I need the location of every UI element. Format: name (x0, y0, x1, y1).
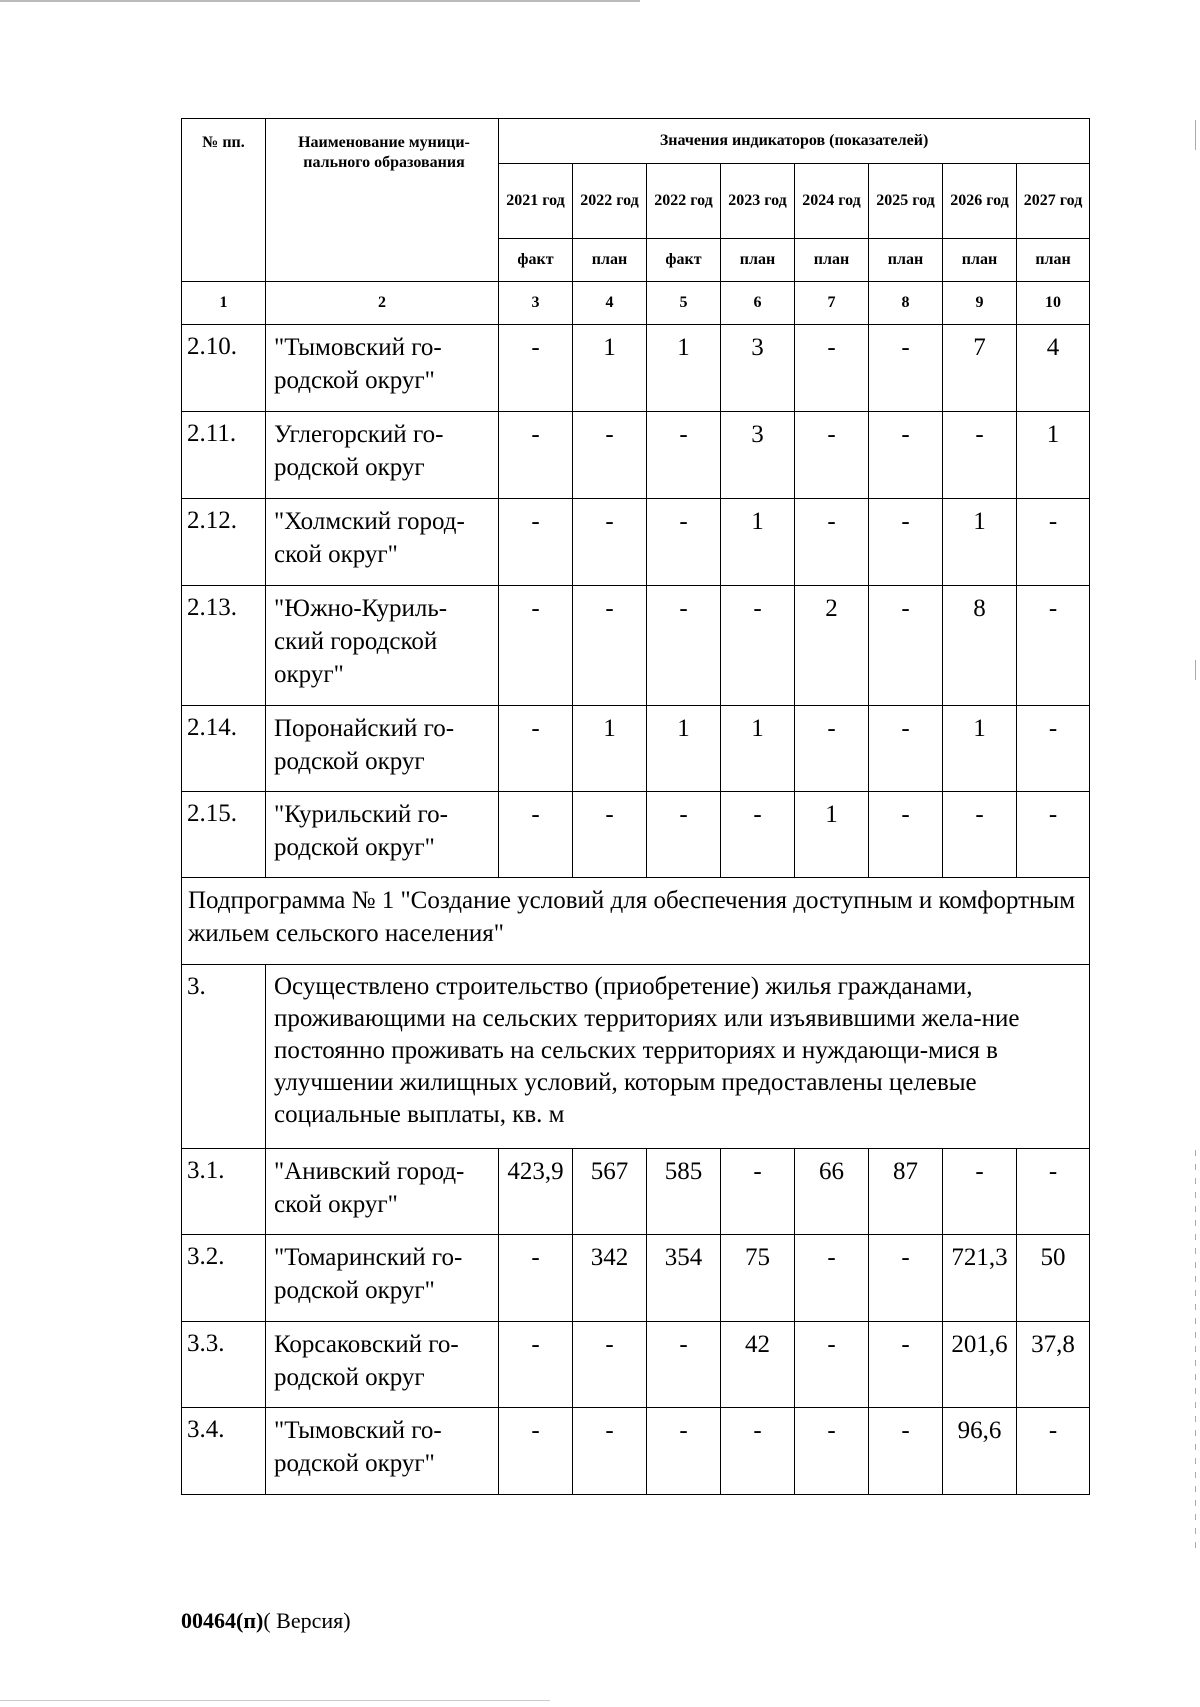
value-cell: - (499, 412, 573, 499)
value-cell: - (647, 586, 721, 706)
value-cell: 1 (721, 499, 795, 586)
value-cell: 3 (721, 412, 795, 499)
value-cell: 37,8 (1017, 1322, 1090, 1408)
scan-edge-top (0, 0, 640, 2)
value-cell: - (499, 792, 573, 878)
value-cell: 201,6 (943, 1322, 1017, 1408)
value-cell: - (1017, 706, 1090, 792)
value-cell: 1 (573, 706, 647, 792)
row-number: 3.2. (182, 1235, 266, 1322)
value-cell: - (499, 325, 573, 412)
column-numbers-row (182, 282, 1090, 325)
year-cell: 2023 год (721, 164, 795, 239)
subprogram-row (182, 878, 1090, 965)
value-cell: 1 (943, 706, 1017, 792)
year-cell: 2022 год (647, 164, 721, 239)
value-cell: - (573, 412, 647, 499)
scan-mark (1195, 120, 1196, 150)
row-municipality: "Тымовский го-родской округ" (266, 1408, 499, 1495)
row-municipality: Углегорский го-родской округ (266, 412, 499, 499)
row-number: 2.14. (182, 706, 266, 792)
value-cell: 342 (573, 1235, 647, 1322)
value-cell: - (721, 1149, 795, 1235)
value-cell: - (869, 325, 943, 412)
value-cell: - (795, 499, 869, 586)
indicator-row (182, 965, 1090, 1149)
value-cell: - (573, 1322, 647, 1408)
table-row (182, 1149, 1090, 1235)
value-cell: - (1017, 1149, 1090, 1235)
type-cell: план (795, 239, 869, 282)
table-row (182, 325, 1090, 412)
document-footer (181, 1608, 351, 1634)
value-cell: - (499, 706, 573, 792)
col-number-cell: 6 (721, 282, 795, 325)
value-cell: 2 (795, 586, 869, 706)
value-cell: - (721, 792, 795, 878)
value-cell: - (647, 412, 721, 499)
value-cell: - (721, 586, 795, 706)
row-number: 2.12. (182, 499, 266, 586)
value-cell: - (869, 586, 943, 706)
row-municipality: Корсаковский го-родской округ (266, 1322, 499, 1408)
value-cell: - (1017, 1408, 1090, 1495)
year-cell: 2027 год (1017, 164, 1090, 239)
value-cell: - (1017, 499, 1090, 586)
value-cell: - (869, 792, 943, 878)
scan-edge-bottom (0, 1700, 550, 1701)
value-cell: - (795, 1408, 869, 1495)
row-municipality: "Томаринский го-родской округ" (266, 1235, 499, 1322)
row-municipality: "Холмский город-ской округ" (266, 499, 499, 586)
value-cell: - (499, 499, 573, 586)
value-cell: - (869, 499, 943, 586)
type-cell: план (721, 239, 795, 282)
value-cell: - (499, 1235, 573, 1322)
value-cell: - (795, 1322, 869, 1408)
value-cell: - (573, 792, 647, 878)
value-cell: 1 (1017, 412, 1090, 499)
header-values: Значения индикаторов (показателей) (499, 119, 1090, 164)
row-number: 2.10. (182, 325, 266, 412)
table-row (182, 1408, 1090, 1495)
year-cell: 2024 год (795, 164, 869, 239)
col-number-cell: 7 (795, 282, 869, 325)
document-version: ( Версия) (263, 1608, 351, 1633)
year-cell: 2025 год (869, 164, 943, 239)
row-number: 3.4. (182, 1408, 266, 1495)
table-row (182, 499, 1090, 586)
row-municipality: Поронайский го-родской округ (266, 706, 499, 792)
row-municipality: "Южно-Куриль-ский городской округ" (266, 586, 499, 706)
value-cell: - (869, 412, 943, 499)
row-municipality: "Курильский го-родской округ" (266, 792, 499, 878)
value-cell: - (647, 499, 721, 586)
value-cell: - (573, 499, 647, 586)
header-name: Наименование муници-пального образования (266, 119, 499, 282)
value-cell: - (499, 1322, 573, 1408)
value-cell: 42 (721, 1322, 795, 1408)
value-cell: 567 (573, 1149, 647, 1235)
value-cell: 96,6 (943, 1408, 1017, 1495)
value-cell: 1 (647, 706, 721, 792)
value-cell: 1 (943, 499, 1017, 586)
value-cell: 75 (721, 1235, 795, 1322)
value-cell: - (1017, 586, 1090, 706)
value-cell: 423,9 (499, 1149, 573, 1235)
value-cell: - (1017, 792, 1090, 878)
value-cell: 1 (721, 706, 795, 792)
document-code: 00464(п) (181, 1608, 264, 1633)
value-cell: - (573, 586, 647, 706)
table-row (182, 1235, 1090, 1322)
indicators-table (181, 118, 1090, 1495)
header-num: № пп. (182, 119, 266, 282)
table-row (182, 706, 1090, 792)
value-cell: - (795, 1235, 869, 1322)
table-row (182, 792, 1090, 878)
subprogram-title: Подпрограмма № 1 "Создание условий для обеспечения доступным и комфортным жильем сельского населения" (182, 878, 1090, 965)
col-number-cell: 1 (182, 282, 266, 325)
value-cell: - (795, 706, 869, 792)
value-cell: - (721, 1408, 795, 1495)
type-cell: план (869, 239, 943, 282)
year-cell: 2022 год (573, 164, 647, 239)
value-cell: 7 (943, 325, 1017, 412)
value-cell: 1 (795, 792, 869, 878)
row-municipality: "Анивский город-ской округ" (266, 1149, 499, 1235)
col-number-cell: 10 (1017, 282, 1090, 325)
type-cell: факт (499, 239, 573, 282)
value-cell: - (647, 1408, 721, 1495)
value-cell: 1 (647, 325, 721, 412)
value-cell: 4 (1017, 325, 1090, 412)
value-cell: - (499, 1408, 573, 1495)
year-cell: 2021 год (499, 164, 573, 239)
value-cell: 354 (647, 1235, 721, 1322)
value-cell: - (869, 1235, 943, 1322)
indicator-text: Осуществлено строительство (приобретение) жилья гражданами, проживающими на сельских территориях или изъявившими жела-ние постоянно проживать на сельских территориях и нуждающи-мися в улучшении жилищных условий, которым предоставлены целевые социальные выплаты, кв. м (266, 965, 1090, 1149)
value-cell: - (795, 412, 869, 499)
year-cell: 2026 год (943, 164, 1017, 239)
value-cell: - (647, 792, 721, 878)
type-cell: план (943, 239, 1017, 282)
value-cell: 1 (573, 325, 647, 412)
type-cell: план (1017, 239, 1090, 282)
value-cell: 8 (943, 586, 1017, 706)
value-cell: - (499, 586, 573, 706)
row-number: 2.15. (182, 792, 266, 878)
scan-mark (1195, 1150, 1196, 1550)
row-number: 2.13. (182, 586, 266, 706)
col-number-cell: 5 (647, 282, 721, 325)
value-cell: - (943, 1149, 1017, 1235)
table-row (182, 1322, 1090, 1408)
type-cell: факт (647, 239, 721, 282)
scan-mark (1195, 660, 1196, 680)
row-municipality: "Тымовский го-родской округ" (266, 325, 499, 412)
value-cell: 3 (721, 325, 795, 412)
col-number-cell: 9 (943, 282, 1017, 325)
col-number-cell: 4 (573, 282, 647, 325)
table-row (182, 412, 1090, 499)
value-cell: - (795, 325, 869, 412)
value-cell: 721,3 (943, 1235, 1017, 1322)
table-row (182, 586, 1090, 706)
value-cell: 87 (869, 1149, 943, 1235)
col-number-cell: 3 (499, 282, 573, 325)
indicator-number: 3. (182, 965, 266, 1149)
col-number-cell: 2 (266, 282, 499, 325)
value-cell: - (573, 1408, 647, 1495)
value-cell: - (647, 1322, 721, 1408)
value-cell: - (869, 706, 943, 792)
col-number-cell: 8 (869, 282, 943, 325)
type-cell: план (573, 239, 647, 282)
row-number: 2.11. (182, 412, 266, 499)
value-cell: 50 (1017, 1235, 1090, 1322)
value-cell: - (943, 412, 1017, 499)
row-number: 3.1. (182, 1149, 266, 1235)
value-cell: - (869, 1322, 943, 1408)
value-cell: - (869, 1408, 943, 1495)
value-cell: - (943, 792, 1017, 878)
value-cell: 585 (647, 1149, 721, 1235)
row-number: 3.3. (182, 1322, 266, 1408)
value-cell: 66 (795, 1149, 869, 1235)
